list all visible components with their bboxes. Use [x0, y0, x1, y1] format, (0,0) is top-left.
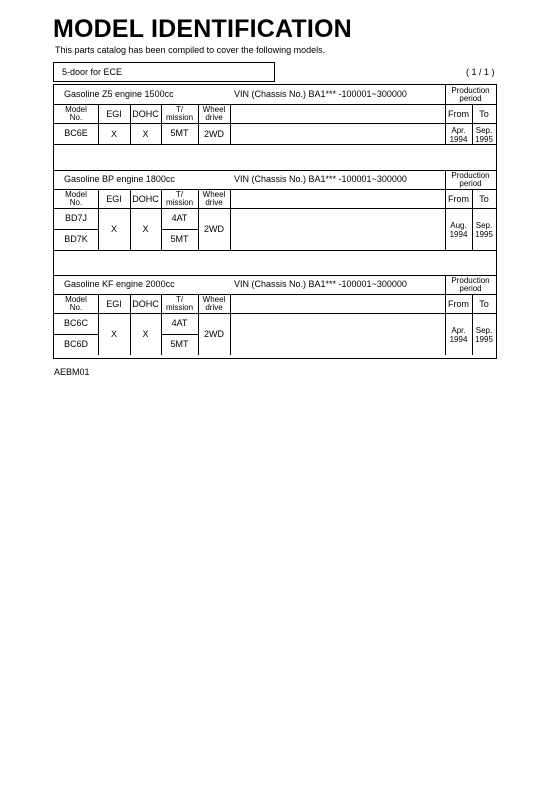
- header-rule: [54, 313, 496, 314]
- row-rule: [54, 229, 98, 230]
- column-rule: [161, 189, 162, 250]
- model-code: BC6D: [63, 339, 89, 349]
- model-identification-table: [53, 84, 497, 359]
- production-period-header: Production: [451, 276, 490, 285]
- production-from-value: 1994: [449, 335, 468, 344]
- dohc-header: DOHC: [132, 109, 159, 119]
- vin-label: VIN (Chassis No.) BA1*** -100001~300000: [234, 279, 407, 289]
- header-rule: [445, 104, 496, 105]
- wheel-drive-header: drive: [205, 113, 223, 122]
- column-rule: [130, 294, 131, 355]
- vin-label: VIN (Chassis No.) BA1*** -100001~300000: [234, 89, 407, 99]
- header-rule: [54, 189, 445, 190]
- page-subtitle: This parts catalog has been compiled to cover the following models.: [55, 45, 326, 55]
- production-from-value: 1994: [449, 230, 468, 239]
- tmission-header: T/: [175, 295, 184, 304]
- model-code: BC6E: [64, 128, 88, 138]
- egi-value: X: [110, 128, 118, 139]
- tmission-header: mission: [165, 198, 194, 207]
- dohc-value: X: [142, 224, 149, 234]
- column-rule: [161, 104, 162, 144]
- tmission-header: T/: [175, 190, 184, 199]
- production-from-value: Apr.: [451, 125, 466, 135]
- transmission-value: 4AT: [171, 213, 188, 223]
- production-to-value: 1995: [475, 230, 493, 239]
- production-from-value: 1994: [449, 134, 468, 144]
- wheel-drive-header: Wheel: [202, 190, 226, 199]
- egi-value: X: [110, 329, 118, 339]
- column-rule: [472, 189, 473, 250]
- production-period-header: period: [459, 284, 482, 293]
- wheel-drive-header: drive: [205, 198, 223, 207]
- column-rule: [98, 294, 99, 355]
- egi-header: EGI: [106, 109, 122, 119]
- column-rule: [230, 189, 231, 250]
- column-rule: [230, 104, 231, 144]
- production-period-header: Production: [451, 171, 490, 180]
- page-title: MODEL IDENTIFICATION: [53, 15, 352, 43]
- section-rule: [54, 275, 496, 276]
- transmission-value: 5MT: [170, 339, 189, 349]
- row-rule: [161, 334, 198, 335]
- catalog-code: AEBM01: [54, 367, 90, 377]
- wheel-drive-value: 2WD: [204, 128, 224, 139]
- production-to-value: 1995: [475, 335, 493, 344]
- column-rule: [130, 189, 131, 250]
- to-header: To: [479, 109, 489, 119]
- column-rule: [198, 104, 199, 144]
- production-column-rule: [445, 275, 446, 355]
- column-rule: [161, 294, 162, 355]
- production-to-value: 1995: [475, 134, 493, 144]
- model-no-header: Model: [65, 190, 87, 199]
- from-header: From: [448, 109, 469, 119]
- production-column-rule: [445, 170, 446, 250]
- transmission-value: 5MT: [170, 128, 189, 138]
- wheel-drive-header: Wheel: [202, 105, 226, 114]
- page-indicator: ( 1 / 1 ): [466, 67, 495, 77]
- to-header: To: [479, 299, 489, 309]
- production-period-header: period: [459, 94, 482, 103]
- from-header: From: [448, 194, 469, 204]
- from-header: From: [448, 299, 469, 309]
- row-rule: [54, 334, 98, 335]
- column-rule: [230, 294, 231, 355]
- dohc-header: DOHC: [132, 194, 159, 204]
- production-period-header: period: [459, 179, 482, 188]
- tmission-header: T/: [175, 105, 184, 114]
- column-rule: [130, 104, 131, 144]
- vin-label: VIN (Chassis No.) BA1*** -100001~300000: [234, 174, 407, 184]
- transmission-value: 5MT: [170, 234, 189, 244]
- production-column-rule: [445, 85, 446, 144]
- model-no-header: No.: [69, 113, 83, 122]
- model-no-header: No.: [69, 198, 83, 207]
- column-rule: [98, 189, 99, 250]
- model-code: BC6C: [63, 318, 89, 328]
- column-rule: [198, 189, 199, 250]
- section-rule: [54, 250, 496, 251]
- wheel-drive-header: drive: [205, 303, 223, 312]
- section-rule: [54, 144, 496, 145]
- column-rule: [472, 294, 473, 355]
- model-no-header: No.: [69, 303, 83, 312]
- model-no-header: Model: [65, 105, 87, 114]
- production-to-value: Sep.: [475, 125, 493, 135]
- wheel-drive-value: 2WD: [204, 329, 224, 339]
- wheel-drive-value: 2WD: [204, 224, 224, 234]
- dohc-value: X: [142, 128, 149, 139]
- production-from-value: Aug.: [450, 221, 467, 230]
- production-to-value: Sep.: [475, 221, 493, 230]
- header-rule: [54, 208, 496, 209]
- egi-value: X: [110, 224, 118, 234]
- model-code: BD7J: [64, 213, 88, 223]
- egi-header: EGI: [106, 299, 122, 309]
- header-rule: [445, 294, 496, 295]
- wheel-drive-header: Wheel: [202, 295, 226, 304]
- production-from-value: Apr.: [451, 326, 466, 335]
- header-rule: [54, 294, 445, 295]
- tmission-header: mission: [165, 113, 194, 122]
- model-code: BD7K: [64, 234, 88, 244]
- section-rule: [54, 170, 496, 171]
- model-no-header: Model: [65, 295, 87, 304]
- dohc-header: DOHC: [132, 299, 159, 309]
- engine-label: Gasoline KF engine 2000cc: [64, 279, 175, 289]
- production-to-value: Sep.: [475, 326, 493, 335]
- egi-header: EGI: [106, 194, 122, 204]
- variant-label: 5-door for ECE: [53, 62, 275, 82]
- to-header: To: [479, 194, 489, 204]
- engine-label: Gasoline BP engine 1800cc: [64, 174, 175, 184]
- dohc-value: X: [142, 329, 149, 339]
- header-rule: [54, 123, 496, 124]
- column-rule: [472, 104, 473, 144]
- header-rule: [54, 104, 445, 105]
- transmission-value: 4AT: [171, 318, 188, 328]
- column-rule: [98, 104, 99, 144]
- engine-label: Gasoline Z5 engine 1500cc: [64, 89, 174, 99]
- tmission-header: mission: [165, 303, 194, 312]
- column-rule: [198, 294, 199, 355]
- header-rule: [445, 189, 496, 190]
- production-period-header: Production: [451, 86, 490, 95]
- row-rule: [161, 229, 198, 230]
